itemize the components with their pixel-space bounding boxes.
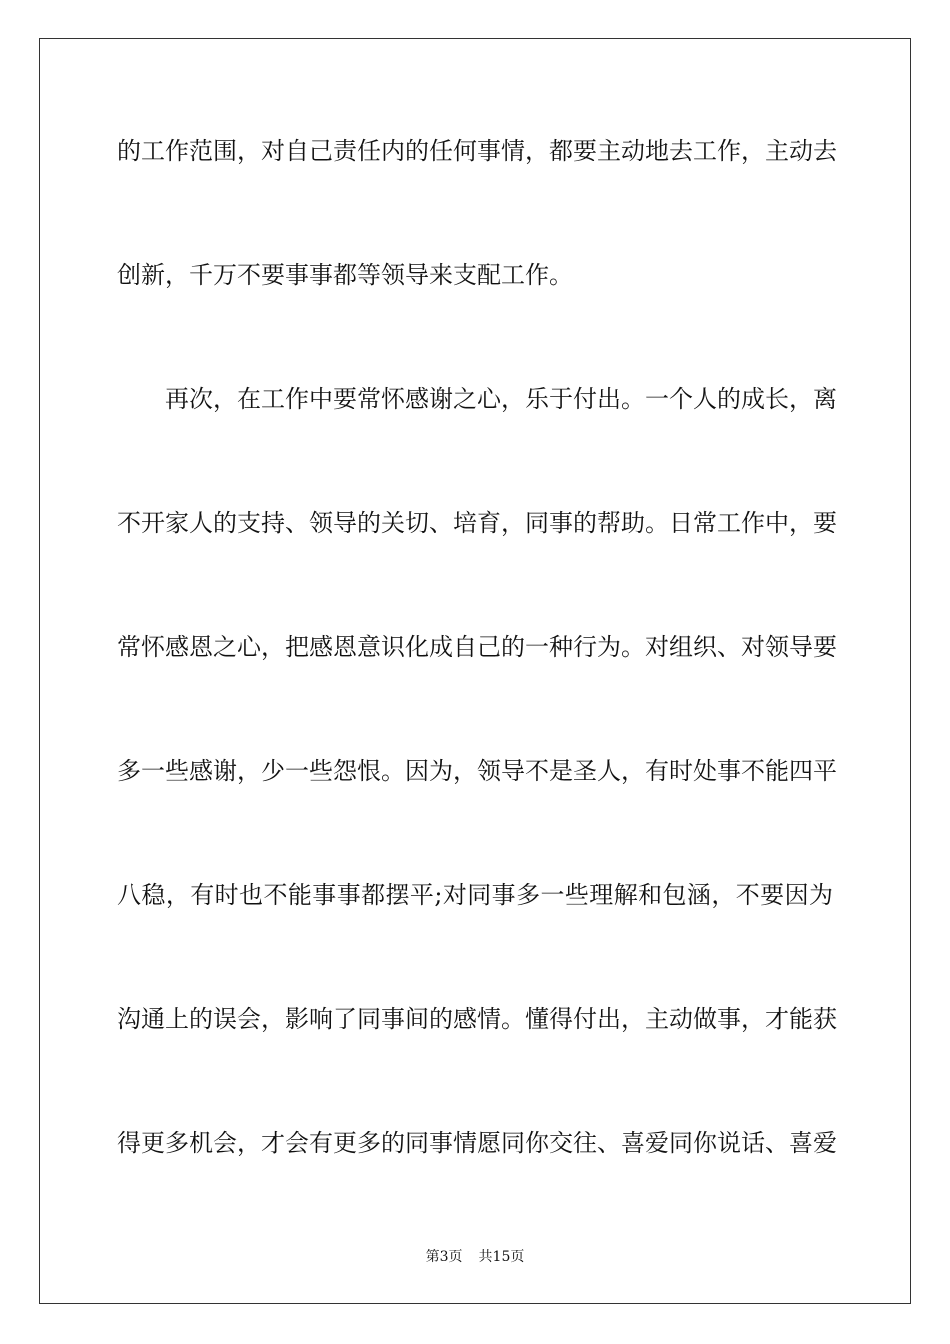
body-text-line-8: 沟通上的误会，影响了同事间的感情。懂得付出，主动做事，才能获 — [117, 1005, 837, 1033]
page-number: 第3页 — [425, 1249, 463, 1265]
body-text-line-6: 多一些感谢，少一些怨恨。因为，领导不是圣人，有时处事不能四平 — [117, 757, 837, 785]
body-text-line-4: 不开家人的支持、领导的关切、培育，同事的帮助。日常工作中，要 — [117, 509, 837, 537]
body-text-line-5: 常怀感恩之心，把感恩意识化成自己的一种行为。对组织、对领导要 — [117, 633, 837, 661]
body-text-line-1: 的工作范围，对自己责任内的任何事情，都要主动地去工作，主动去 — [117, 137, 837, 165]
body-text-line-9: 得更多机会，才会有更多的同事情愿同你交往、喜爱同你说话、喜爱 — [117, 1129, 837, 1157]
body-text-line-2: 创新，千万不要事事都等领导来支配工作。 — [117, 261, 573, 289]
page-total: 共15页 — [478, 1249, 525, 1265]
page-frame — [39, 38, 911, 1304]
body-text-line-7: 八稳，有时也不能事事都摆平;对同事多一些理解和包涵，不要因为 — [117, 881, 833, 909]
page-footer — [0, 1248, 950, 1266]
body-text-line-3: 再次，在工作中要常怀感谢之心，乐于付出。一个人的成长，离 — [165, 385, 837, 413]
